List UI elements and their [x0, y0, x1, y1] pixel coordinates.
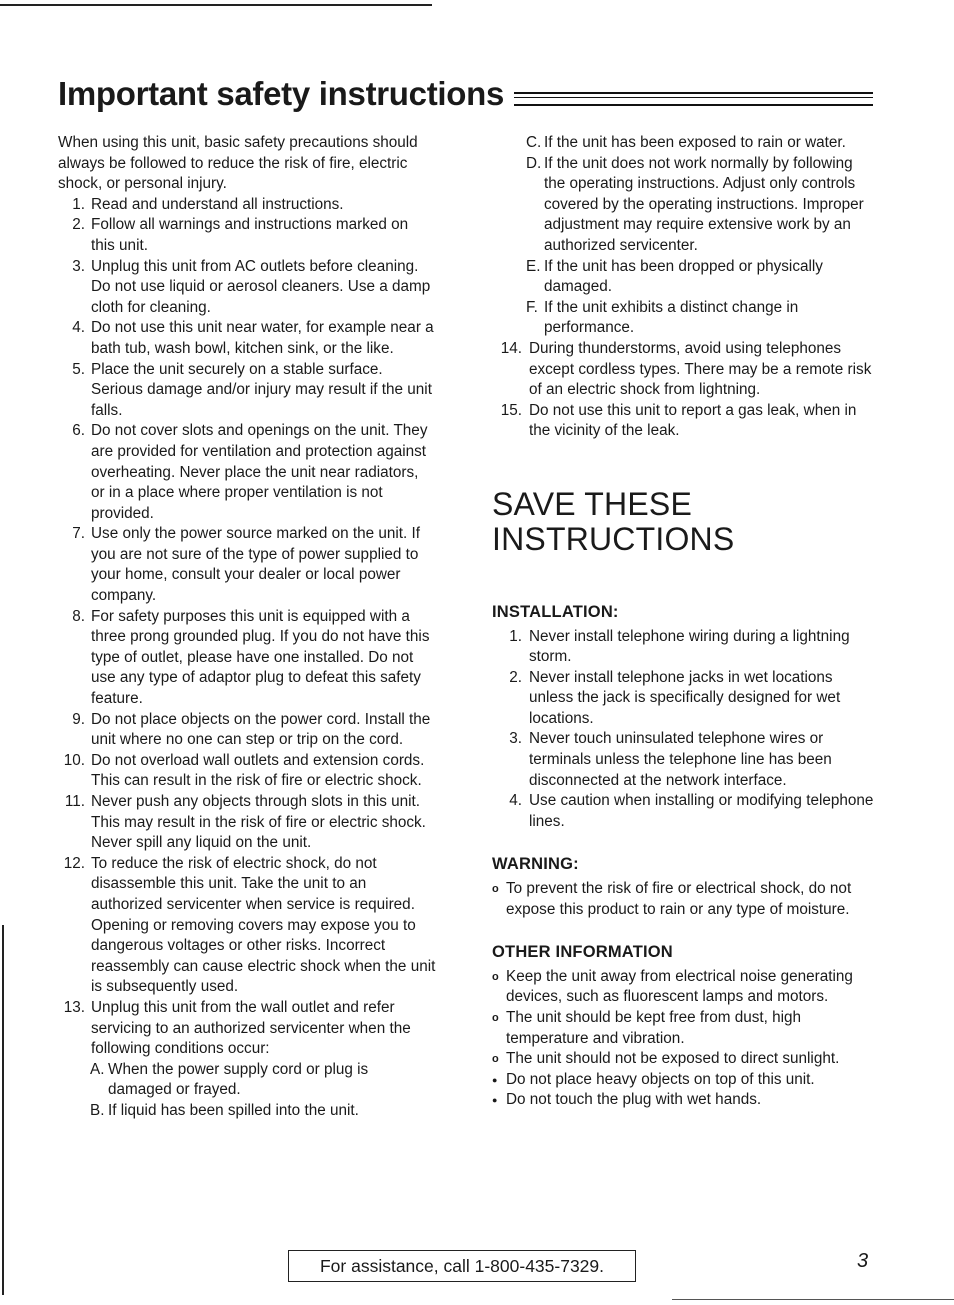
- intro-paragraph: When using this unit, basic safety precautions should always be followed to reduce the risk of fire, electric shock, or personal injury.: [58, 134, 418, 193]
- sub-text: If the unit has been dropped or physically damaged.: [544, 257, 823, 296]
- item-number: 10.: [63, 751, 85, 769]
- item-text: Never install telephone wiring during a lightning storm.: [529, 627, 850, 666]
- item-text: Unplug this unit from AC outlets before cleaning. Do not use liquid or aerosol cleaners. Use a damp cloth for cleaning.: [91, 257, 431, 316]
- list-item: [72, 257, 436, 319]
- installation-heading: INSTALLATION:: [492, 602, 619, 621]
- item-text: Unplug this unit from the wall outlet and refer servicing to an authorized servicenter when the following conditions occur:: [91, 998, 411, 1058]
- sub-letter: D.: [526, 154, 542, 172]
- title-rule-lines: [514, 92, 873, 106]
- list-item: [72, 421, 436, 524]
- condition-sublist-right: [526, 133, 874, 339]
- bullet-icon: [492, 1090, 505, 1111]
- sublist-item: [526, 298, 874, 339]
- item-text: Follow all warnings and instructions marked on this unit.: [91, 216, 409, 254]
- item-number: 15.: [500, 401, 522, 419]
- installation-list: [476, 627, 874, 833]
- list-item: [476, 339, 874, 401]
- sub-text: If liquid has been spilled into the unit.: [108, 1101, 359, 1119]
- bottom-rule: [672, 1299, 954, 1300]
- item-text: Never touch uninsulated telephone wires or terminals unless the telephone line has been disconnected at the network interface.: [529, 730, 832, 789]
- sub-text: If the unit has been exposed to rain or water.: [544, 134, 846, 151]
- assistance-text: For assistance, call 1-800-435-7329.: [319, 1255, 605, 1276]
- list-item: [492, 967, 874, 1008]
- item-text: Do not cover slots and openings on the unit. They are provided for ventilation and protection against overheating. Never place the unit near radiators, or in a place where proper ventilation is not provided.: [91, 422, 428, 522]
- item-text: The unit should be kept free from dust, high temperature and vibration.: [506, 1009, 802, 1047]
- list-item: [492, 1070, 874, 1091]
- list-item: [72, 195, 436, 216]
- bullet-icon: [492, 879, 505, 920]
- item-number: 7.: [72, 525, 85, 543]
- list-item: [476, 627, 874, 668]
- sublist-item: [90, 1101, 436, 1122]
- item-number: 5.: [72, 360, 85, 378]
- list-item: [492, 1049, 874, 1070]
- item-number: 2.: [509, 668, 522, 686]
- list-item: [64, 792, 436, 854]
- list-item: [72, 318, 436, 359]
- list-item: [476, 729, 874, 791]
- item-number: 2.: [72, 216, 85, 234]
- page-title: Important safety instructions: [58, 75, 505, 112]
- other-information-list: [492, 967, 874, 1111]
- list-item: [492, 1008, 874, 1049]
- item-text: Use only the power source marked on the unit. If you are not sure of the type of power supplied to your home, consult your dealer or local power company.: [91, 525, 421, 605]
- other-information-heading: OTHER INFORMATION: [492, 943, 673, 962]
- list-item: [72, 607, 436, 710]
- title-row: [58, 74, 873, 114]
- sub-letter: F.: [526, 298, 538, 316]
- item-text: Never push any objects through slots in this unit. This may result in the risk of fire or electric shock. Never spill any liquid on the unit.: [91, 793, 426, 852]
- item-number: 9.: [72, 710, 85, 728]
- list-item: [476, 791, 874, 832]
- sub-letter: C.: [526, 134, 542, 151]
- item-text: Do not place objects on the power cord. Install the unit where no one can step or trip on the cord.: [91, 710, 431, 749]
- item-text: Do not touch the plug with wet hands.: [506, 1091, 762, 1109]
- item-number: 11.: [64, 793, 85, 810]
- sublist-item: [90, 1060, 436, 1101]
- sub-text: If the unit exhibits a distinct change in performance.: [544, 298, 799, 337]
- item-number: 14.: [500, 339, 522, 357]
- item-number: 1.: [72, 195, 85, 213]
- sub-text: If the unit does not work normally by following the operating instructions. Adjust only controls covered by the operating instructions. Improper adjustment may require extensive work by an authorized servicenter.: [544, 154, 864, 254]
- item-number: 13.: [63, 998, 85, 1016]
- item-number: 3.: [72, 257, 85, 275]
- bullet-icon: [492, 967, 505, 1008]
- top-rule: [0, 4, 432, 6]
- item-text: For safety purposes this unit is equipped with a three prong grounded plug. If you do not have this type of outlet, please have one installed. Do not use any type of adaptor plug to defeat this safety feature.: [91, 607, 430, 708]
- warning-list: [492, 879, 874, 920]
- sub-letter: E.: [526, 257, 541, 275]
- list-item: [72, 710, 436, 751]
- list-item: [63, 998, 436, 1060]
- sublist-item: [526, 154, 874, 257]
- item-number: 4.: [509, 792, 522, 810]
- bullet-icon: [492, 1070, 505, 1091]
- item-number: 8.: [72, 607, 85, 625]
- item-number: 12.: [63, 854, 85, 872]
- left-column: [58, 133, 436, 1122]
- item-text: To prevent the risk of fire or electrical shock, do not expose this product to rain or any type of moisture.: [506, 880, 852, 918]
- item-text: To reduce the risk of electric shock, do not disassemble this unit. Take the unit to an authorized servicenter when service is required. Opening or removing covers may expose you to dangerous voltages or other risks. Incorrect reassembly can cause electric shock when the unit is subsequently used.: [91, 854, 436, 996]
- list-item: [72, 524, 436, 606]
- item-text: Do not use this unit near water, for example near a bath tub, wash bowl, kitchen sink, or the like.: [91, 319, 434, 357]
- list-item: [63, 854, 436, 998]
- sub-text: When the power supply cord or plug is damaged or frayed.: [108, 1060, 369, 1099]
- sublist-item: [526, 133, 874, 154]
- item-text: Read and understand all instructions.: [91, 195, 344, 213]
- sublist-item: [526, 257, 874, 298]
- list-item: [476, 401, 874, 442]
- assistance-box: [288, 1250, 636, 1282]
- sub-letter: B.: [90, 1101, 105, 1119]
- item-number: 4.: [72, 319, 85, 337]
- item-text: The unit should not be exposed to direct sunlight.: [506, 1050, 840, 1068]
- safety-list-right: [476, 339, 874, 442]
- item-text: Never install telephone jacks in wet locations unless the jack is specifically designed for wet locations.: [529, 668, 841, 727]
- list-item: [492, 1090, 874, 1111]
- item-text: Do not overload wall outlets and extension cords. This can result in the risk of fire or electric shock.: [91, 751, 425, 790]
- item-number: 1.: [509, 627, 522, 645]
- right-column: [476, 133, 874, 1111]
- item-number: 6.: [72, 422, 85, 440]
- list-item: [476, 668, 874, 730]
- item-text: Use caution when installing or modifying telephone lines.: [529, 792, 874, 830]
- list-item: [72, 215, 436, 256]
- item-text: Do not use this unit to report a gas leak, when in the vicinity of the leak.: [529, 401, 857, 440]
- bullet-icon: [492, 1049, 505, 1070]
- bullet-icon: [492, 1008, 505, 1049]
- item-text: Place the unit securely on a stable surface. Serious damage and/or injury may result if the unit falls.: [91, 360, 432, 419]
- item-text: Keep the unit away from electrical noise generating devices, such as fluorescent lamps and motors.: [506, 967, 853, 1006]
- sub-letter: A.: [90, 1060, 105, 1078]
- condition-sublist-left: [90, 1060, 436, 1122]
- list-item: [63, 751, 436, 792]
- warning-heading: WARNING:: [492, 855, 579, 874]
- item-text: During thunderstorms, avoid using telephones except cordless types. There may be a remote risk of an electric shock from lightning.: [529, 339, 872, 399]
- binding-edge-line: [2, 925, 4, 1295]
- save-instructions-heading: SAVE THESE INSTRUCTIONS: [492, 485, 735, 557]
- item-number: 3.: [509, 730, 522, 748]
- item-text: Do not place heavy objects on top of this unit.: [506, 1070, 815, 1088]
- page-number: 3: [857, 1250, 869, 1272]
- list-item: [492, 879, 874, 920]
- list-item: [72, 360, 436, 422]
- safety-list-left: [63, 195, 436, 1060]
